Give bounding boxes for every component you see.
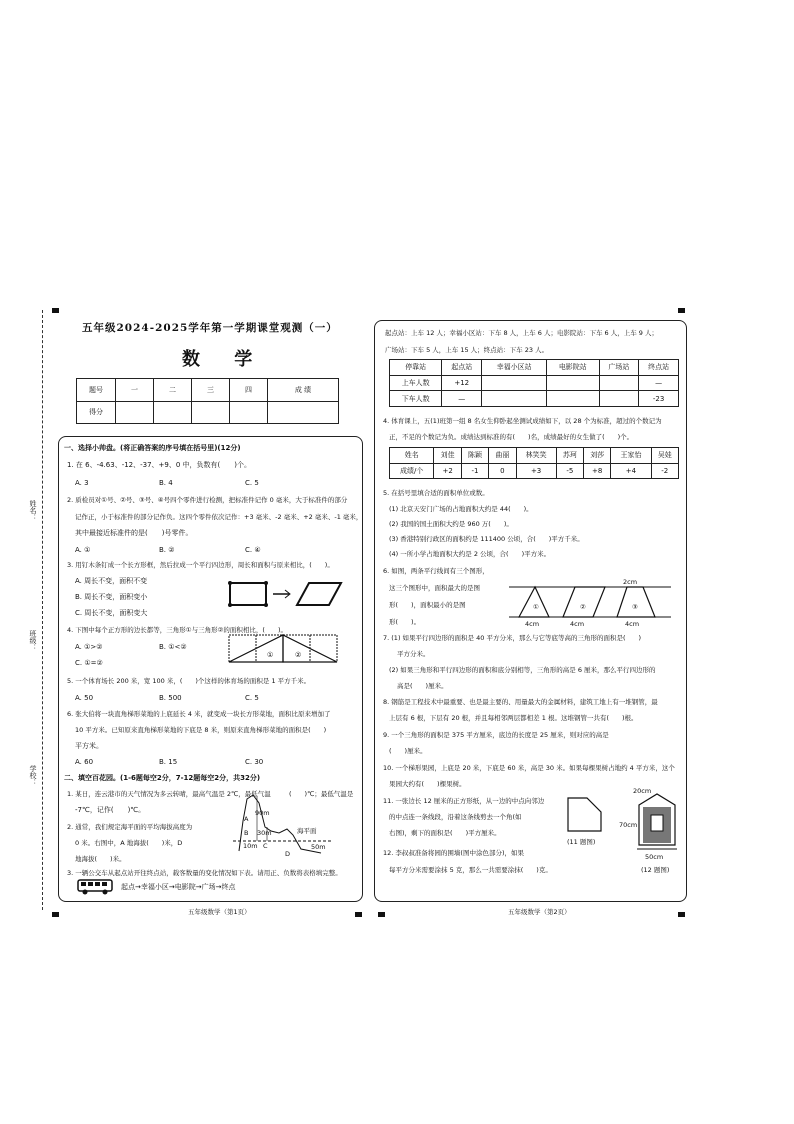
option: B. 15	[159, 758, 178, 766]
situp-cell: +8	[584, 463, 611, 479]
bus-table-cell: 下车人数	[390, 391, 442, 407]
option: C. ④	[245, 546, 261, 554]
bus-table-cell: 停靠站	[390, 360, 442, 376]
bus-table-cell[interactable]	[547, 391, 599, 407]
question-text: (2) 我国的国土面积大约是 960 万( )。	[389, 520, 513, 528]
question-text: ( )厘米。	[389, 747, 427, 755]
question-text: -7℃，记作( )℃。	[75, 806, 146, 814]
question-text: 右图)，剩下的面积是( )平方厘米。	[389, 829, 501, 837]
situp-cell: +2	[434, 463, 461, 479]
question-text: 3. 用钉木条钉成一个长方形框，然后拉成一个平行四边形，周长和面积与原来相比，( )。	[67, 561, 334, 569]
figure-label: 4cm	[625, 620, 640, 628]
question-text: 这三个图形中，面积最大的是图	[389, 584, 480, 592]
margin-class-label: 班级：	[29, 630, 37, 651]
question-text: 10 平方米。已知原来直角梯形菜地的下底是 8 米，则原来直角梯形菜地的面积是( )	[75, 726, 327, 734]
question-text: 正，不足的个数记为负。成绩达到标准的有( )名，成绩最好的女生做了( )个。	[389, 433, 634, 441]
score-cell: 三	[192, 379, 230, 402]
question-text: 9. 一个三角形的面积是 375 平方厘米，底边的长度是 25 厘米，则对应的高是	[383, 731, 609, 739]
figure-label: 90m	[255, 809, 270, 817]
option: B. ②	[159, 546, 175, 554]
situp-cell: 王家怡	[611, 448, 651, 464]
situp-cell: 苏珂	[556, 448, 583, 464]
bus-table-cell: —	[639, 375, 679, 391]
question-text: 0 米。右图中，A 地海拔( )米，D	[75, 839, 183, 847]
question-text: 果园大约有( )棵果树。	[389, 780, 466, 788]
figure-label: 50m	[311, 843, 326, 851]
figure-label: ②	[295, 651, 302, 659]
score-cell: 得分	[77, 401, 116, 424]
figure-label: 30m	[257, 829, 272, 837]
bus-table-cell: 幸福小区站	[482, 360, 547, 376]
figure-caption: (12 题图)	[641, 866, 670, 874]
situp-cell: 刘莎	[584, 448, 611, 464]
registration-mark	[678, 308, 685, 313]
figure-label: 4cm	[570, 620, 585, 628]
house-wall-figure	[633, 791, 681, 853]
left-question-panel	[58, 436, 363, 902]
figure-label: 2cm	[623, 578, 638, 586]
situp-cell: 成绩/个	[390, 463, 434, 479]
question-text: 8. 钢筋是工程技术中最重要、也是最主要的、用量最大的金属材料，建筑工地上有一堆钢管，最	[383, 698, 658, 706]
score-cell: 题号	[77, 379, 116, 402]
question-text: 平方米。	[75, 742, 103, 750]
bus-table-cell[interactable]	[599, 391, 639, 407]
figure-label: B	[244, 829, 249, 837]
question-text: 上层有 6 根，下层有 20 根，并且每相邻两层都相差 1 根。这堆钢管一共有( )根。	[389, 714, 638, 722]
figure-caption: (11 题图)	[567, 838, 596, 846]
situp-cell: 姓名	[390, 448, 434, 464]
situp-cell: -2	[651, 463, 678, 479]
question-text: 形( )，面积最小的是图	[389, 601, 466, 609]
right-question-panel	[374, 320, 687, 902]
figure-label: C	[263, 842, 268, 850]
question-text: 每平方分米需要涂抹 5 克，那么一共需要涂抹( )克。	[389, 866, 552, 874]
question-text: 6. 张大伯将一块直角梯形菜地的上底延长 4 米，就变成一块长方形菜地，面积比原来增加了	[67, 710, 331, 718]
three-shapes-figure	[505, 579, 675, 625]
option: A. 50	[75, 694, 94, 702]
option: A. ①>②	[75, 643, 103, 651]
situp-score-table	[389, 447, 679, 479]
question-text: ( )℃；最低气温是	[289, 790, 354, 798]
question-text: 5. 一个体育场长 200 米，宽 100 米，( )个这样的体育场的面积是 1 平方千米。	[67, 677, 311, 685]
option: B. 周长不变，面积变小	[75, 593, 148, 601]
frame-to-parallelogram-figure	[227, 573, 347, 613]
score-cell: 四	[230, 379, 268, 402]
question-text: 3. 一辆公交车从起点站开往终点站，载客数量的变化情况如下表。请用正、负数将表格填完整。	[67, 869, 342, 877]
question-text: 1. 某日，连云港市的天气情况为多云转晴，最高气温是 2℃，最低气温	[67, 790, 271, 798]
bus-table-cell: 终点站	[639, 360, 679, 376]
option: C. 30	[245, 758, 264, 766]
score-cell[interactable]	[192, 401, 230, 424]
registration-mark	[355, 912, 362, 917]
option: B. 4	[159, 479, 173, 487]
option: B. 500	[159, 694, 182, 702]
question-text: 平方分米。	[397, 650, 430, 658]
figure-label: ②	[580, 603, 586, 611]
option: A. 3	[75, 479, 89, 487]
exam-title: 五年级2024-2025学年第一学期课堂观测（一）	[82, 322, 338, 334]
figure-label: 20cm	[633, 787, 652, 795]
situp-cell: +4	[611, 463, 651, 479]
subject-title: 数 学	[182, 349, 267, 370]
question-text: 起点站：上车 12 人；幸福小区站：下车 8 人，上车 6 人；电影院站：下车 6 人，上车 9 人；	[385, 329, 658, 337]
bus-icon	[77, 878, 113, 896]
option: A. 周长不变，面积不变	[75, 577, 148, 585]
bus-table	[389, 359, 679, 407]
figure-label: 50cm	[645, 853, 664, 861]
question-text: 6. 如图，两条平行线间有三个图形，	[383, 567, 489, 575]
registration-mark	[52, 308, 59, 313]
triangles-in-squares-figure	[227, 633, 339, 665]
figure-label: ①	[533, 603, 539, 611]
question-text: 11. 一张边长 12 厘米的正方形纸，从一边的中点向邻边	[383, 797, 545, 805]
score-cell: 二	[154, 379, 192, 402]
bus-table-cell: 上车人数	[390, 375, 442, 391]
registration-mark	[678, 912, 685, 917]
bus-table-cell: -23	[639, 391, 679, 407]
option: C. 5	[245, 694, 259, 702]
figure-label: D	[285, 850, 291, 858]
question-text: (3) 香港特别行政区的面积约是 111400 公顷，合( )平方千米。	[389, 535, 584, 543]
bus-table-cell[interactable]	[547, 375, 599, 391]
option: B. ①<②	[159, 643, 187, 651]
question-text: 2. 质检员对①号、②号、③号、④号四个零件进行检测，把标准件记作 0 毫米，大于标准件的部分	[67, 496, 348, 504]
question-text: 2. 通常，我们规定海平面的平均海拔高度为	[67, 823, 193, 831]
page-footer: 五年级数学（第2页）	[508, 908, 571, 916]
cut-square-figure	[565, 795, 605, 833]
bus-table-cell[interactable]	[599, 375, 639, 391]
option: A. 60	[75, 758, 94, 766]
score-table	[76, 378, 339, 424]
score-cell[interactable]	[230, 401, 268, 424]
question-text: 5. 在括号里填合适的面积单位或数。	[383, 489, 489, 497]
figure-label: ③	[632, 603, 638, 611]
question-text: (2) 如果三角形和平行四边形的面积和底分别相等，三角形的高是 6 厘米，那么平行四边形的	[389, 666, 656, 674]
figure-label: ①	[267, 651, 274, 659]
question-text: 形( )。	[389, 618, 421, 626]
figure-label: 70cm	[619, 821, 638, 829]
question-text: (1) 北京天安门广场的占地面积大约是 44( )。	[389, 505, 533, 513]
situp-cell: +3	[516, 463, 556, 479]
altitude-figure	[229, 791, 339, 863]
section-heading: 二、填空百花园。(1-6题每空2分，7-12题每空2分，共32分)	[64, 774, 261, 782]
score-cell[interactable]	[116, 401, 154, 424]
score-cell[interactable]	[268, 401, 339, 424]
figure-label: A	[244, 815, 249, 823]
situp-cell: 陈颖	[461, 448, 488, 464]
option: A. ①	[75, 546, 91, 554]
option: C. ①=②	[75, 659, 103, 667]
situp-cell: 吴娃	[651, 448, 678, 464]
question-text: 7. (1) 如果平行四边形的面积是 40 平方分米，那么与它等底等高的三角形的面积是( )	[383, 634, 642, 642]
figure-label: 海平面	[297, 827, 317, 835]
question-text: 的中点连一条线段，沿着这条线剪去一个角(如	[389, 813, 522, 821]
question-text: 记作正，小于标准件的部分记作负。这四个零件依次记作：+3 毫米、-2 毫米、+2 毫米、-1 毫米，	[75, 513, 363, 521]
bus-table-cell: 电影院站	[547, 360, 599, 376]
situp-cell: 刘佳	[434, 448, 461, 464]
registration-mark	[378, 912, 385, 917]
question-text: 高是( )厘米。	[397, 682, 448, 690]
situp-cell: -5	[556, 463, 583, 479]
situp-cell: 林笑笑	[516, 448, 556, 464]
score-cell[interactable]	[154, 401, 192, 424]
situp-cell: 曲丽	[489, 448, 516, 464]
section-heading: 一、选择小帅盘。(将正确答案的序号填在括号里)(12分)	[64, 444, 241, 452]
bus-table-cell[interactable]	[482, 391, 547, 407]
score-cell: 一	[116, 379, 154, 402]
page-footer: 五年级数学（第1页）	[188, 908, 251, 916]
question-text: 地海拔( )米。	[75, 855, 126, 863]
situp-cell: -1	[461, 463, 488, 479]
registration-mark	[52, 912, 59, 917]
question-text: 广场站：下车 5 人，上车 15 人；终点站：下车 23 人。	[385, 346, 549, 354]
bus-table-cell: 广场站	[599, 360, 639, 376]
question-text: 12. 李叔叔准备将园的围墙(图中涂色部分)，如果	[383, 849, 524, 857]
binding-line	[42, 310, 43, 910]
question-text: 10. 一个梯形果园，上底是 20 米，下底是 60 米，高是 30 米。如果每棵果树占地约 4 平方米，这个	[383, 764, 675, 772]
bus-route: 起点→幸福小区→电影院→广场→终点	[121, 883, 236, 891]
margin-school-label: 学校：	[29, 765, 37, 786]
question-text: 1. 在 6、-4.63、-12、-37、+9、0 中，负数有( )个。	[67, 461, 252, 469]
figure-label: 4cm	[525, 620, 540, 628]
score-cell: 成 绩	[268, 379, 339, 402]
option: C. 5	[245, 479, 259, 487]
question-text: 其中最接近标准件的是( )号零件。	[75, 529, 193, 537]
question-text: 4. 下图中每个正方形的边长都等，三角形①与三角形②的面积相比，( )。	[67, 626, 287, 634]
bus-table-cell: +12	[442, 375, 482, 391]
figure-label: 10m	[243, 842, 258, 850]
bus-table-cell[interactable]	[482, 375, 547, 391]
situp-cell: 0	[489, 463, 516, 479]
option: C. 周长不变，面积变大	[75, 609, 148, 617]
bus-table-cell: —	[442, 391, 482, 407]
question-text: (4) 一所小学占地面积大约是 2 公顷，合( )平方米。	[389, 550, 551, 558]
question-text: 4. 体育课上，五(1)班第一组 8 名女生仰卧起坐测试成绩如下，以 28 个为标准，超过的个数记为	[383, 417, 662, 425]
bus-table-cell: 起点站	[442, 360, 482, 376]
margin-name-label: 姓名：	[29, 500, 37, 521]
